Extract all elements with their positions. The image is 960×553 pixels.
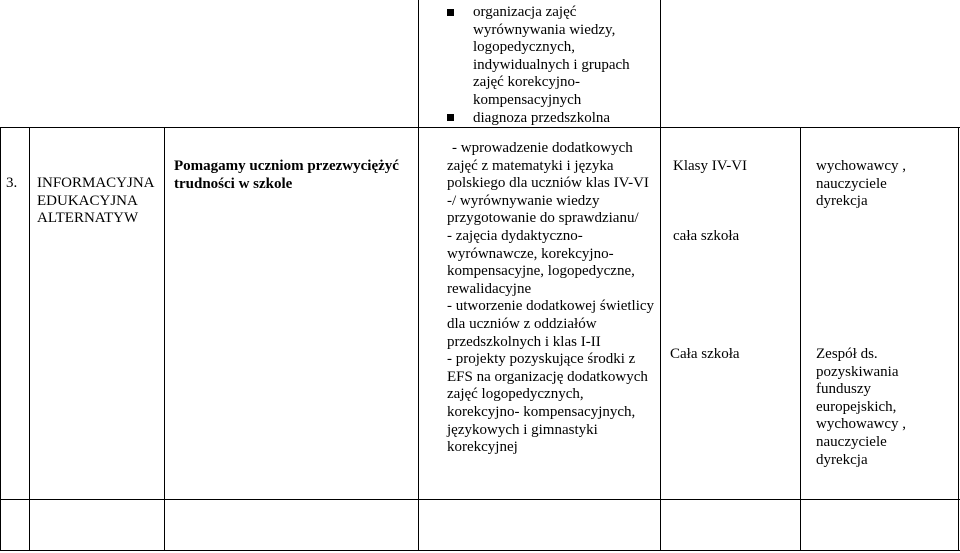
activity-line: - wprowadzenie dodatkowych	[452, 140, 633, 156]
activity-line: - zajęcia dydaktyczno-	[447, 228, 583, 244]
list-item-line: kompensacyjnych	[473, 92, 582, 108]
activity-line: językowych i gimnastyki	[447, 421, 598, 438]
activity-line: zajęć logopedycznych,	[447, 386, 584, 403]
row-separator	[0, 499, 960, 500]
column-divider-1	[29, 127, 30, 551]
responsible-line: nauczyciele	[816, 434, 887, 450]
task-title-line: Pomagamy uczniom przezwyciężyć	[174, 158, 399, 174]
row-number: 3.	[6, 175, 18, 191]
activity-line: rewalidacyjne	[447, 280, 532, 297]
column-divider-4	[660, 127, 661, 551]
list-item-line: organizacja zajęć	[473, 4, 577, 20]
area-label-line: EDUKACYJNA	[37, 192, 138, 209]
activity-line: polskiego dla uczniów klas IV-VI	[447, 175, 649, 192]
bullet-square-icon	[447, 9, 454, 16]
target-group: cała szkoła	[673, 228, 740, 244]
activity-line: wyrównawcze, korekcyjno-	[447, 245, 614, 262]
activity-line: korekcyjnej	[447, 439, 518, 456]
activity-line: korekcyjno- kompensacyjnych,	[447, 404, 636, 420]
activity-line: -/ wyrównywanie wiedzy	[447, 192, 600, 209]
table-bottom-border	[0, 550, 960, 551]
responsible-line: pozyskiwania	[816, 363, 899, 380]
top-cell-right-border	[660, 0, 661, 128]
list-item-line: zajęć korekcyjno-	[473, 74, 581, 91]
table-right-border	[958, 127, 959, 551]
responsible-line: wychowawcy ,	[816, 416, 906, 433]
activity-line: kompensacyjne, logopedyczne,	[447, 263, 635, 280]
table-left-border	[0, 127, 1, 551]
responsible-line: dyrekcja	[816, 193, 868, 210]
list-item-line: wyrównywania wiedzy,	[473, 21, 616, 38]
activity-line: EFS na organizację dodatkowych	[447, 368, 648, 385]
activity-line: zajęć z matematyki i języka	[447, 157, 614, 174]
area-label-line: INFORMACYJNA	[37, 175, 155, 191]
activity-line: przedszkolnych i klas I-II	[447, 333, 601, 350]
column-divider-5	[800, 127, 801, 551]
activity-line: dla uczniów z oddziałów	[447, 316, 597, 332]
responsible-line: funduszy	[816, 381, 871, 398]
area-label-line: ALTERNATYW	[37, 210, 139, 227]
responsible-line: Zespół ds.	[816, 346, 878, 362]
list-item-line: logopedycznych,	[473, 39, 576, 56]
responsible-line: nauczyciele	[816, 175, 887, 192]
list-item-line: indywidualnych i grupach	[473, 56, 630, 73]
target-group: Cała szkoła	[670, 346, 740, 362]
task-title-line: trudności w szkole	[174, 175, 293, 192]
responsible-line: europejskich,	[816, 398, 897, 415]
responsible-line: wychowawcy ,	[816, 158, 906, 174]
target-group: Klasy IV-VI	[673, 158, 748, 174]
activity-line: przygotowanie do sprawdzianu/	[447, 210, 639, 227]
responsible-line: dyrekcja	[816, 451, 868, 468]
top-cell-left-border	[418, 0, 419, 128]
list-item-line: diagnoza przedszkolna	[473, 109, 611, 126]
bullet-square-icon	[447, 114, 454, 121]
column-divider-2	[164, 127, 165, 551]
column-divider-3	[418, 127, 419, 551]
activity-line: - projekty pozyskujące środki z	[447, 351, 636, 368]
activity-line: - utworzenie dodatkowej świetlicy	[447, 298, 655, 315]
